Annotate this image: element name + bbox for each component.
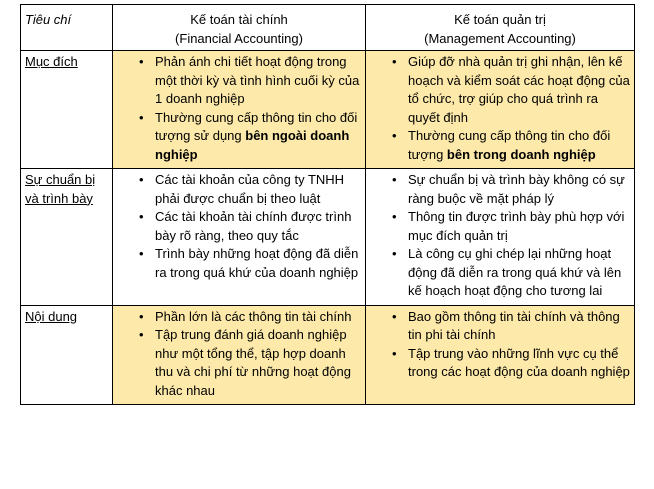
bullet-text: Thường cung cấp thông tin cho đối tượng sử dụng xyxy=(155,109,358,143)
criterion-label: Sự chuẩn bị và trình bày xyxy=(25,172,96,206)
management-cell xyxy=(366,305,635,405)
bullet-bold-text: bên ngoài doanh nghiệp xyxy=(155,128,350,162)
financial-bullet-list xyxy=(117,308,361,401)
bullet-item xyxy=(143,171,361,208)
table-row xyxy=(21,51,635,169)
bullet-text: Phản ánh chi tiết hoạt động trong một thời kỳ và tình hình cuối kỳ của 1 doanh nghiệp xyxy=(155,54,360,106)
management-header-line2: (Management Accounting) xyxy=(424,30,576,46)
bullet-text: Phần lớn là các thông tin tài chính xyxy=(155,308,352,324)
management-header-line1: Kế toán quản trị xyxy=(454,12,546,27)
bullet-item xyxy=(396,53,630,127)
bullet-item xyxy=(396,208,630,245)
bullet-item xyxy=(143,326,361,400)
bullet-text: Sự chuẩn bị và trình bày không có sự ràng buộc về mặt pháp lý xyxy=(408,172,625,206)
bullet-item xyxy=(396,245,630,301)
management-bullet-list xyxy=(370,171,630,301)
bullet-item xyxy=(396,127,630,164)
criterion-cell xyxy=(21,305,113,405)
bullet-item xyxy=(143,109,361,165)
bullet-text: Giúp đỡ nhà quản trị ghi nhận, lên kế hoạch và kiểm soát các hoạt động của tổ chức, trợ giúp cho quá trình ra quyết định xyxy=(408,54,630,125)
management-accounting-header xyxy=(366,5,635,51)
management-cell xyxy=(366,51,635,169)
table-row xyxy=(21,305,635,405)
bullet-text: Là công cụ ghi chép lại những hoạt động đã diễn ra trong quá khứ và lên kế hoạch hoạt động cho tương lai xyxy=(408,246,622,298)
criteria-header xyxy=(21,5,113,51)
financial-bullet-list xyxy=(117,171,361,282)
bullet-text: Trình bày những hoạt động đã diễn ra trong quá khứ của doanh nghiệp xyxy=(155,246,359,280)
bullet-item xyxy=(396,308,630,345)
management-bullet-list xyxy=(370,308,630,382)
bullet-item xyxy=(143,308,361,327)
bullet-item xyxy=(396,171,630,208)
criterion-cell xyxy=(21,169,113,306)
table-row xyxy=(21,169,635,306)
bullet-text: Các tài khoản của công ty TNHH phải được chuẩn bị theo luật xyxy=(155,172,345,206)
bullet-text: Tập trung vào những lĩnh vực cụ thể trong các hoạt động của doanh nghiệp xyxy=(408,345,630,379)
criterion-label: Nội dung xyxy=(25,308,78,324)
bullet-text: Bao gồm thông tin tài chính và thông tin phi tài chính xyxy=(408,308,620,342)
financial-cell xyxy=(113,51,366,169)
management-cell xyxy=(366,169,635,306)
financial-header-line2: (Financial Accounting) xyxy=(175,30,303,46)
criterion-cell xyxy=(21,51,113,169)
financial-header-line1: Kế toán tài chính xyxy=(190,12,288,27)
criteria-header-label: Tiêu chí xyxy=(25,12,72,27)
financial-bullet-list xyxy=(117,53,361,164)
criterion-label: Mục đích xyxy=(25,54,78,69)
header-row xyxy=(21,5,635,51)
bullet-item xyxy=(396,345,630,382)
financial-cell xyxy=(113,305,366,405)
management-bullet-list xyxy=(370,53,630,164)
bullet-bold-text: bên trong doanh nghiệp xyxy=(446,146,596,162)
bullet-text: Thường cung cấp thông tin cho đối tượng xyxy=(408,128,611,162)
bullet-item xyxy=(143,245,361,282)
bullet-item xyxy=(143,208,361,245)
comparison-table xyxy=(20,4,635,405)
financial-cell xyxy=(113,169,366,306)
bullet-text: Các tài khoản tài chính được trình bày rõ ràng, theo quy tắc xyxy=(155,209,352,243)
bullet-item xyxy=(143,53,361,109)
bullet-text: Thông tin được trình bày phù hợp với mục đích quản trị xyxy=(408,209,625,243)
financial-accounting-header xyxy=(113,5,366,51)
bullet-text: Tập trung đánh giá doanh nghiệp như một tổng thể, tập hợp doanh thu và chi phí từ những hoạt động khác nhau xyxy=(155,327,351,398)
